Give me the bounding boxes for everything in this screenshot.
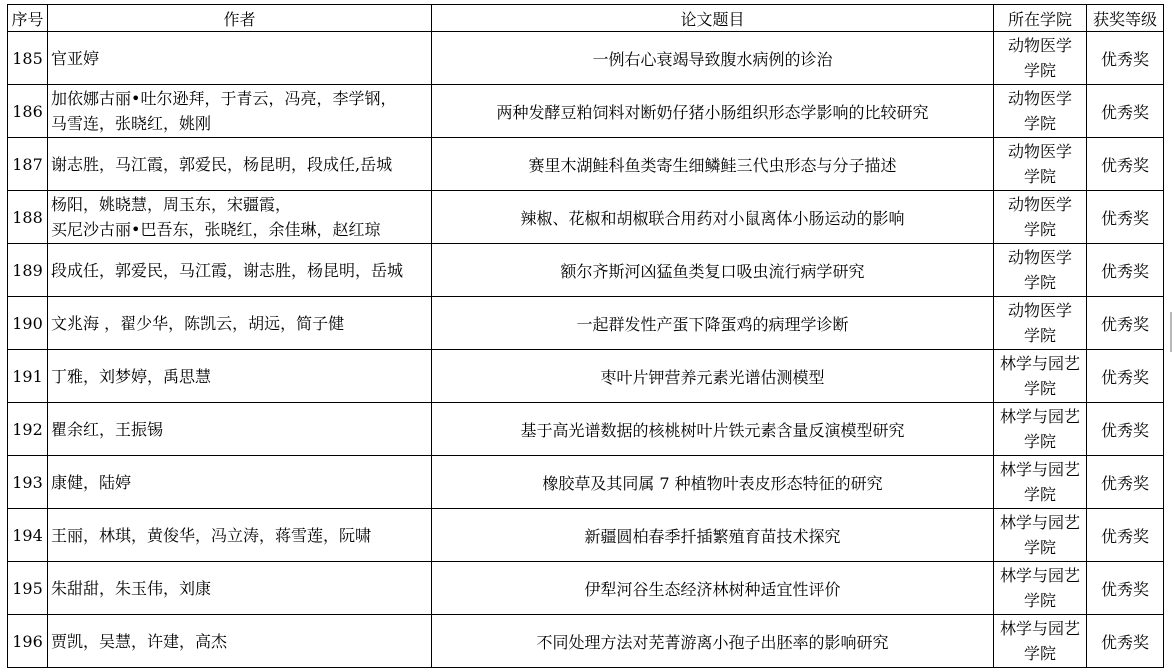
cell-authors: [48, 615, 432, 668]
cell-title: [432, 350, 994, 403]
cell-authors: [48, 456, 432, 509]
row-number: 193: [12, 472, 43, 492]
award-table: [7, 4, 1164, 668]
cell-no: [8, 138, 48, 191]
cell-college: [994, 138, 1087, 191]
award-level: 优秀奖: [1100, 208, 1149, 228]
table-row: [8, 562, 1164, 615]
cell-no: [8, 562, 48, 615]
college-line: 学院: [1023, 538, 1056, 557]
college-line: 林学与园艺: [999, 513, 1080, 532]
cell-authors: [48, 85, 432, 138]
cell-college: [994, 85, 1087, 138]
award-level: 优秀奖: [1100, 102, 1149, 122]
cell-title: [432, 562, 994, 615]
cell-award: [1087, 509, 1164, 562]
author-line: 段成任，郭爱民，马江霞，谢志胜，杨昆明，岳城: [51, 260, 404, 280]
award-level: 优秀奖: [1100, 155, 1149, 175]
cell-award: [1087, 244, 1164, 297]
row-number: 188: [12, 207, 43, 227]
header-author: 作者: [48, 5, 432, 32]
row-number: 187: [12, 154, 43, 174]
cell-award: [1087, 32, 1164, 85]
cell-title: [432, 32, 994, 85]
author-line: 买尼沙古丽•巴吾东，张晓红，余佳琳，赵红琼: [51, 220, 381, 239]
cell-title: [432, 403, 994, 456]
college-line: 林学与园艺: [999, 407, 1080, 426]
cell-college: [994, 32, 1087, 85]
cell-authors: [48, 403, 432, 456]
award-level: 优秀奖: [1100, 314, 1149, 334]
row-number: 196: [12, 631, 43, 651]
paper-title: 橡胶草及其同属 7 种植物叶表皮形态特征的研究: [542, 473, 883, 493]
cell-award: [1087, 138, 1164, 191]
row-number: 185: [12, 48, 43, 68]
cell-authors: [48, 562, 432, 615]
cell-no: [8, 509, 48, 562]
award-level: 优秀奖: [1100, 49, 1149, 69]
paper-title: 一起群发性产蛋下降蛋鸡的病理学诊断: [576, 314, 849, 334]
cell-award: [1087, 615, 1164, 668]
college-line: 动物医学: [1007, 89, 1072, 108]
college-line: 学院: [1023, 220, 1056, 239]
college-line: 学院: [1023, 114, 1056, 133]
college-line: 动物医学: [1007, 195, 1072, 214]
author-line: 朱甜甜，朱玉伟，刘康: [51, 578, 212, 598]
row-number: 191: [12, 366, 43, 386]
row-number: 194: [12, 525, 43, 545]
cell-award: [1087, 456, 1164, 509]
cell-award: [1087, 85, 1164, 138]
college-line: 学院: [1023, 167, 1056, 186]
college-line: 动物医学: [1007, 301, 1072, 320]
table-row: [8, 403, 1164, 456]
award-level: 优秀奖: [1100, 579, 1149, 599]
table-row: [8, 509, 1164, 562]
cell-no: [8, 403, 48, 456]
cell-college: [994, 403, 1087, 456]
cell-no: [8, 191, 48, 244]
paper-title: 一例右心衰竭导致腹水病例的诊治: [592, 49, 833, 69]
table-row: [8, 615, 1164, 668]
author-line: 加依娜古丽•吐尔逊拜，于青云，冯亮，李学钢，: [51, 89, 397, 108]
college-line: 学院: [1023, 273, 1056, 292]
cell-title: [432, 456, 994, 509]
college-line: 动物医学: [1007, 248, 1072, 267]
college-line: 动物医学: [1007, 142, 1072, 161]
table-row: [8, 85, 1164, 138]
cell-authors: [48, 244, 432, 297]
author-line: 官亚婷: [51, 48, 100, 68]
cell-authors: [48, 350, 432, 403]
cell-title: [432, 85, 994, 138]
author-line: 贾凯，吴慧，许建，高杰: [51, 631, 228, 651]
college-line: 林学与园艺: [999, 619, 1080, 638]
cell-award: [1087, 297, 1164, 350]
row-number: 195: [12, 578, 43, 598]
paper-title: 赛里木湖鲑科鱼类寄生细鳞鲑三代虫形态与分子描述: [528, 155, 897, 175]
table-row: [8, 32, 1164, 85]
cell-college: [994, 509, 1087, 562]
header-college: 所在学院: [994, 5, 1087, 32]
author-line: 杨阳，姚晓慧，周玉东，宋疆霞，: [51, 195, 292, 214]
paper-title: 不同处理方法对芜菁游离小孢子出胚率的影响研究: [536, 632, 889, 652]
paper-title: 额尔齐斯河凶猛鱼类复口吸虫流行病学研究: [560, 261, 865, 281]
award-level: 优秀奖: [1100, 526, 1149, 546]
cell-award: [1087, 403, 1164, 456]
cell-college: [994, 191, 1087, 244]
award-level: 优秀奖: [1100, 473, 1149, 493]
cell-authors: [48, 297, 432, 350]
author-line: 丁雅，刘梦婷，禹思慧: [51, 366, 212, 386]
table-header-row: [8, 5, 1164, 32]
award-level: 优秀奖: [1100, 367, 1149, 387]
college-line: 林学与园艺: [999, 566, 1080, 585]
header-award: 获奖等级: [1087, 5, 1164, 32]
cell-college: [994, 615, 1087, 668]
cell-no: [8, 615, 48, 668]
college-line: 学院: [1023, 591, 1056, 610]
cell-title: [432, 191, 994, 244]
cell-title: [432, 297, 994, 350]
cell-title: [432, 509, 994, 562]
cell-no: [8, 244, 48, 297]
paper-title: 基于高光谱数据的核桃树叶片铁元素含量反演模型研究: [520, 420, 905, 440]
college-line: 学院: [1023, 644, 1056, 663]
cell-award: [1087, 191, 1164, 244]
college-line: 动物医学: [1007, 36, 1072, 55]
paper-title: 两种发酵豆粕饲料对断奶仔猪小肠组织形态学影响的比较研究: [496, 102, 929, 122]
cell-authors: [48, 509, 432, 562]
cell-no: [8, 85, 48, 138]
row-number: 192: [12, 419, 43, 439]
row-number: 190: [12, 313, 43, 333]
cell-college: [994, 297, 1087, 350]
cell-title: [432, 244, 994, 297]
cell-no: [8, 297, 48, 350]
college-line: 林学与园艺: [999, 354, 1080, 373]
cell-college: [994, 562, 1087, 615]
row-number: 189: [12, 260, 43, 280]
award-level: 优秀奖: [1100, 420, 1149, 440]
college-line: 学院: [1023, 326, 1056, 345]
table-row: [8, 297, 1164, 350]
cell-title: [432, 615, 994, 668]
paper-title: 新疆圆柏春季扦插繁殖育苗技术探究: [584, 526, 841, 546]
cell-college: [994, 456, 1087, 509]
row-number: 186: [12, 101, 43, 121]
scrollbar-thumb[interactable]: [1170, 312, 1172, 352]
author-line: 谢志胜，马江霞，郭爱民，杨昆明，段成任,岳城: [51, 154, 393, 174]
table-row: [8, 456, 1164, 509]
award-level: 优秀奖: [1100, 632, 1149, 652]
cell-authors: [48, 138, 432, 191]
header-title: 论文题目: [432, 5, 994, 32]
cell-no: [8, 350, 48, 403]
college-line: 学院: [1023, 379, 1056, 398]
author-line: 瞿余红，王振锡: [51, 419, 164, 439]
cell-title: [432, 138, 994, 191]
table-row: [8, 191, 1164, 244]
college-line: 学院: [1023, 61, 1056, 80]
college-line: 林学与园艺: [999, 460, 1080, 479]
paper-title: 辣椒、花椒和胡椒联合用药对小鼠离体小肠运动的影响: [520, 208, 905, 228]
cell-college: [994, 350, 1087, 403]
cell-college: [994, 244, 1087, 297]
table-row: [8, 138, 1164, 191]
author-line: 康健，陆婷: [51, 472, 132, 492]
cell-award: [1087, 562, 1164, 615]
award-level: 优秀奖: [1100, 261, 1149, 281]
college-line: 学院: [1023, 485, 1056, 504]
college-line: 学院: [1023, 432, 1056, 451]
cell-authors: [48, 32, 432, 85]
table-row: [8, 350, 1164, 403]
paper-title: 枣叶片钾营养元素光谱估测模型: [600, 367, 825, 387]
cell-authors: [48, 191, 432, 244]
cell-award: [1087, 350, 1164, 403]
author-line: 王丽，林琪，黄俊华，冯立涛，蒋雪莲，阮啸: [51, 525, 372, 545]
paper-title: 伊犁河谷生态经济林树种适宜性评价: [584, 579, 841, 599]
table-body: [8, 32, 1164, 668]
table-row: [8, 244, 1164, 297]
cell-no: [8, 456, 48, 509]
header-no: 序号: [8, 5, 48, 32]
author-line: 马雪连，张晓红，姚刚: [51, 114, 212, 133]
cell-no: [8, 32, 48, 85]
author-line: 文兆海 ，翟少华，陈凯云，胡远，简子健: [51, 313, 345, 333]
